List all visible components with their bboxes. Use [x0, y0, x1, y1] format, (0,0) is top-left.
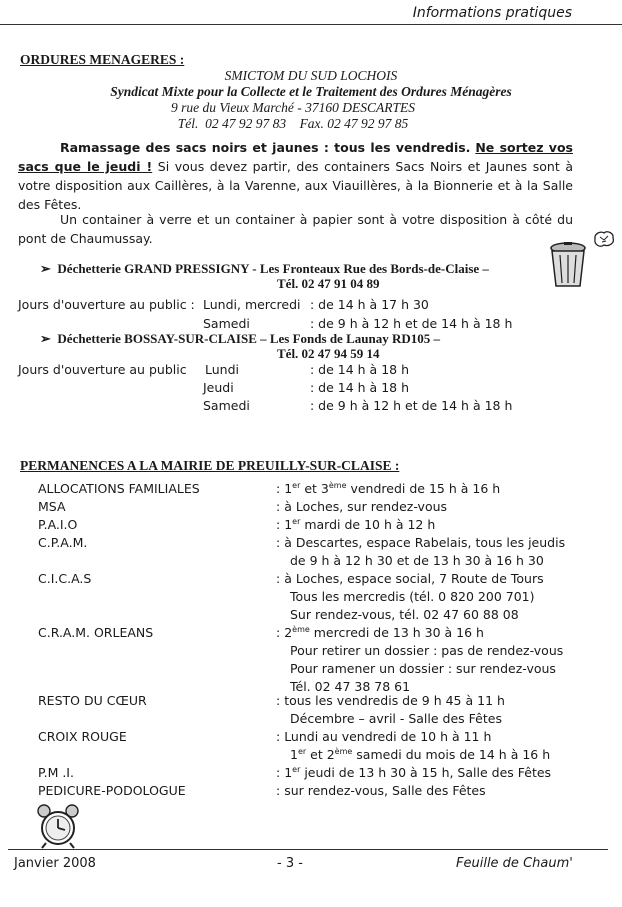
- permanence-name: ALLOCATIONS FAMILIALES: [38, 481, 200, 496]
- permanence-detail-text: sur rendez-vous, Salle des Fêtes: [284, 783, 486, 798]
- permanence-detail-text: 1er jeudi de 13 h 30 à 15 h, Salle des Fêtes: [284, 765, 552, 781]
- permanence-name: RESTO DU CŒUR: [38, 693, 147, 708]
- dechetterie-2-hours: : de 14 h à 18 h: [310, 380, 409, 395]
- arrow-bullet-icon: ➢: [40, 331, 51, 346]
- header-section-title: Informations pratiques: [412, 5, 572, 21]
- permanence-detail-text: 1er et 3ème vendredi de 15 h à 16 h: [284, 481, 501, 497]
- dechetterie-1-label: Jours d'ouverture au public :: [18, 297, 195, 312]
- dechetterie-1-hours: : de 14 h à 17 h 30: [310, 297, 429, 312]
- permanence-detail-text: à Loches, espace social, 7 Route de Tours: [284, 571, 544, 586]
- permanence-name: MSA: [38, 499, 66, 514]
- arrow-bullet-icon: ➢: [40, 261, 51, 276]
- dechetterie-2-hours: : de 9 h à 12 h et de 14 h à 18 h: [310, 398, 513, 413]
- header-rule: [0, 24, 622, 25]
- smictom-subtitle: Syndicat Mixte pour la Collecte et le Traitement des Ordures Ménagères: [110, 84, 512, 99]
- permanence-detail: : Lundi au vendredi de 10 h à 11 h: [276, 729, 492, 744]
- permanence-name: C.P.A.M.: [38, 535, 88, 550]
- footer-publication: Feuille de Chaum': [456, 856, 573, 871]
- collection-warning-text: Ne sortez vos sacs que le jeudi !: [18, 140, 573, 174]
- permanence-detail: [290, 589, 534, 604]
- permanence-name: C.R.A.M. ORLEANS: [38, 625, 154, 640]
- permanence-detail-text: Lundi au vendredi de 10 h à 11 h: [284, 729, 492, 744]
- permanence-detail: [290, 711, 502, 726]
- glass-paper-paragraph: Un container à verre et un container à papier sont à votre disposition à côté du pont de Chaumussay.: [18, 212, 573, 246]
- dechetterie-2-label: Jours d'ouverture au public: [18, 362, 187, 377]
- dechetterie-2-name: Déchetterie BOSSAY-SUR-CLAISE – Les Fonds de Launay RD105 –: [57, 331, 440, 346]
- permanence-detail-text: 1er mardi de 10 h à 12 h: [284, 517, 436, 533]
- permanence-detail: [290, 607, 519, 622]
- footer-date: Janvier 2008: [14, 856, 96, 871]
- dechetterie-2-phone: Tél. 02 47 94 59 14: [277, 346, 380, 361]
- dechetterie-2-hours: : de 14 h à 18 h: [310, 362, 409, 377]
- permanence-detail: : tous les vendredis de 9 h 45 à 11 h: [276, 693, 505, 708]
- permanence-detail-text: Décembre – avril - Salle des Fêtes: [290, 711, 502, 726]
- permanence-name: PEDICURE-PODOLOGUE: [38, 783, 186, 798]
- permanence-detail: [290, 643, 563, 658]
- permanence-detail: : 1er jeudi de 13 h 30 à 15 h, Salle des Fêtes: [276, 765, 552, 781]
- dechetterie-2-heading: [40, 331, 440, 347]
- permanence-detail: : à Loches, espace social, 7 Route de Tours: [276, 571, 544, 586]
- footer-rule: [8, 849, 608, 850]
- permanence-name: C.I.C.A.S: [38, 571, 92, 586]
- permanence-name: P.A.I.O: [38, 517, 78, 532]
- permanence-detail: [290, 679, 410, 694]
- permanences-title: PERMANENCES A LA MAIRIE DE PREUILLY-SUR-CLAISE :: [20, 458, 400, 473]
- containers-text: Si vous devez partir, des containers Sacs Noirs et Jaunes sont à votre disposition aux Caillères, à la Varenne, aux Viauillères, à la Bionnerie et à la Salle des Fêtes.: [18, 159, 573, 212]
- permanence-name: CROIX ROUGE: [38, 729, 127, 744]
- permanence-detail-text: tous les vendredis de 9 h 45 à 11 h: [284, 693, 505, 708]
- collection-paragraph: [18, 138, 573, 214]
- permanence-detail-text: Tél. 02 47 38 78 61: [290, 679, 411, 694]
- dechetterie-1-name: Déchetterie GRAND PRESSIGNY - Les Fronteaux Rue des Bords-de-Claise –: [57, 261, 489, 276]
- crumpled-paper-icon: [592, 229, 616, 249]
- trash-can-icon: [548, 241, 588, 289]
- permanence-detail-text: Pour ramener un dossier : sur rendez-vous: [290, 661, 556, 676]
- dechetterie-1-day: Lundi, mercredi: [203, 297, 301, 312]
- permanence-name: P.M .I.: [38, 765, 74, 780]
- permanence-detail: : à Loches, sur rendez-vous: [276, 499, 448, 514]
- dechetterie-1-phone: Tél. 02 47 91 04 89: [277, 276, 380, 291]
- permanence-detail: : sur rendez-vous, Salle des Fêtes: [276, 783, 486, 798]
- collection-day-text: Ramassage des sacs noirs et jaunes : tous les vendredis.: [60, 140, 471, 155]
- permanence-detail: : 1er et 3ème vendredi de 15 h à 16 h: [276, 481, 501, 497]
- ordures-title: ORDURES MENAGERES :: [20, 52, 185, 67]
- permanence-detail: [290, 661, 556, 676]
- permanence-detail: : 2ème mercredi de 13 h 30 à 16 h: [276, 625, 484, 641]
- permanence-detail-text: à Loches, sur rendez-vous: [284, 499, 448, 514]
- permanence-detail: [290, 553, 544, 568]
- dechetterie-2-day: Lundi: [205, 362, 239, 377]
- smictom-address: 9 rue du Vieux Marché - 37160 DESCARTES: [170, 100, 416, 115]
- permanence-detail: : à Descartes, espace Rabelais, tous les jeudis: [276, 535, 566, 550]
- dechetterie-1-day: Samedi: [203, 316, 250, 331]
- alarm-clock-icon: [34, 803, 82, 849]
- dechetterie-2-day: Samedi: [203, 398, 250, 413]
- permanence-detail-text: 2ème mercredi de 13 h 30 à 16 h: [284, 625, 484, 641]
- permanence-detail-text: 1er et 2ème samedi du mois de 14 h à 16 h: [290, 747, 551, 763]
- dechetterie-2-day: Jeudi: [203, 380, 234, 395]
- footer-page-number: - 3 -: [277, 856, 303, 871]
- permanence-detail-text: Tous les mercredis (tél. 0 820 200 701): [290, 589, 535, 604]
- smictom-phone: Tél. 02 47 92 97 83 Fax. 02 47 92 97 85: [177, 116, 409, 131]
- permanence-detail-text: Sur rendez-vous, tél. 02 47 60 88 08: [290, 607, 519, 622]
- dechetterie-1-hours: : de 9 h à 12 h et de 14 h à 18 h: [310, 316, 513, 331]
- permanence-detail: : 1er mardi de 10 h à 12 h: [276, 517, 436, 533]
- permanence-detail-text: à Descartes, espace Rabelais, tous les jeudis: [284, 535, 566, 550]
- smictom-name: SMICTOM DU SUD LOCHOIS: [224, 68, 398, 83]
- permanence-detail-text: Pour retirer un dossier : pas de rendez-vous: [290, 643, 564, 658]
- permanence-detail-text: de 9 h à 12 h 30 et de 13 h 30 à 16 h 30: [290, 553, 544, 568]
- permanence-detail: [290, 747, 550, 762]
- dechetterie-1-heading: [40, 261, 489, 277]
